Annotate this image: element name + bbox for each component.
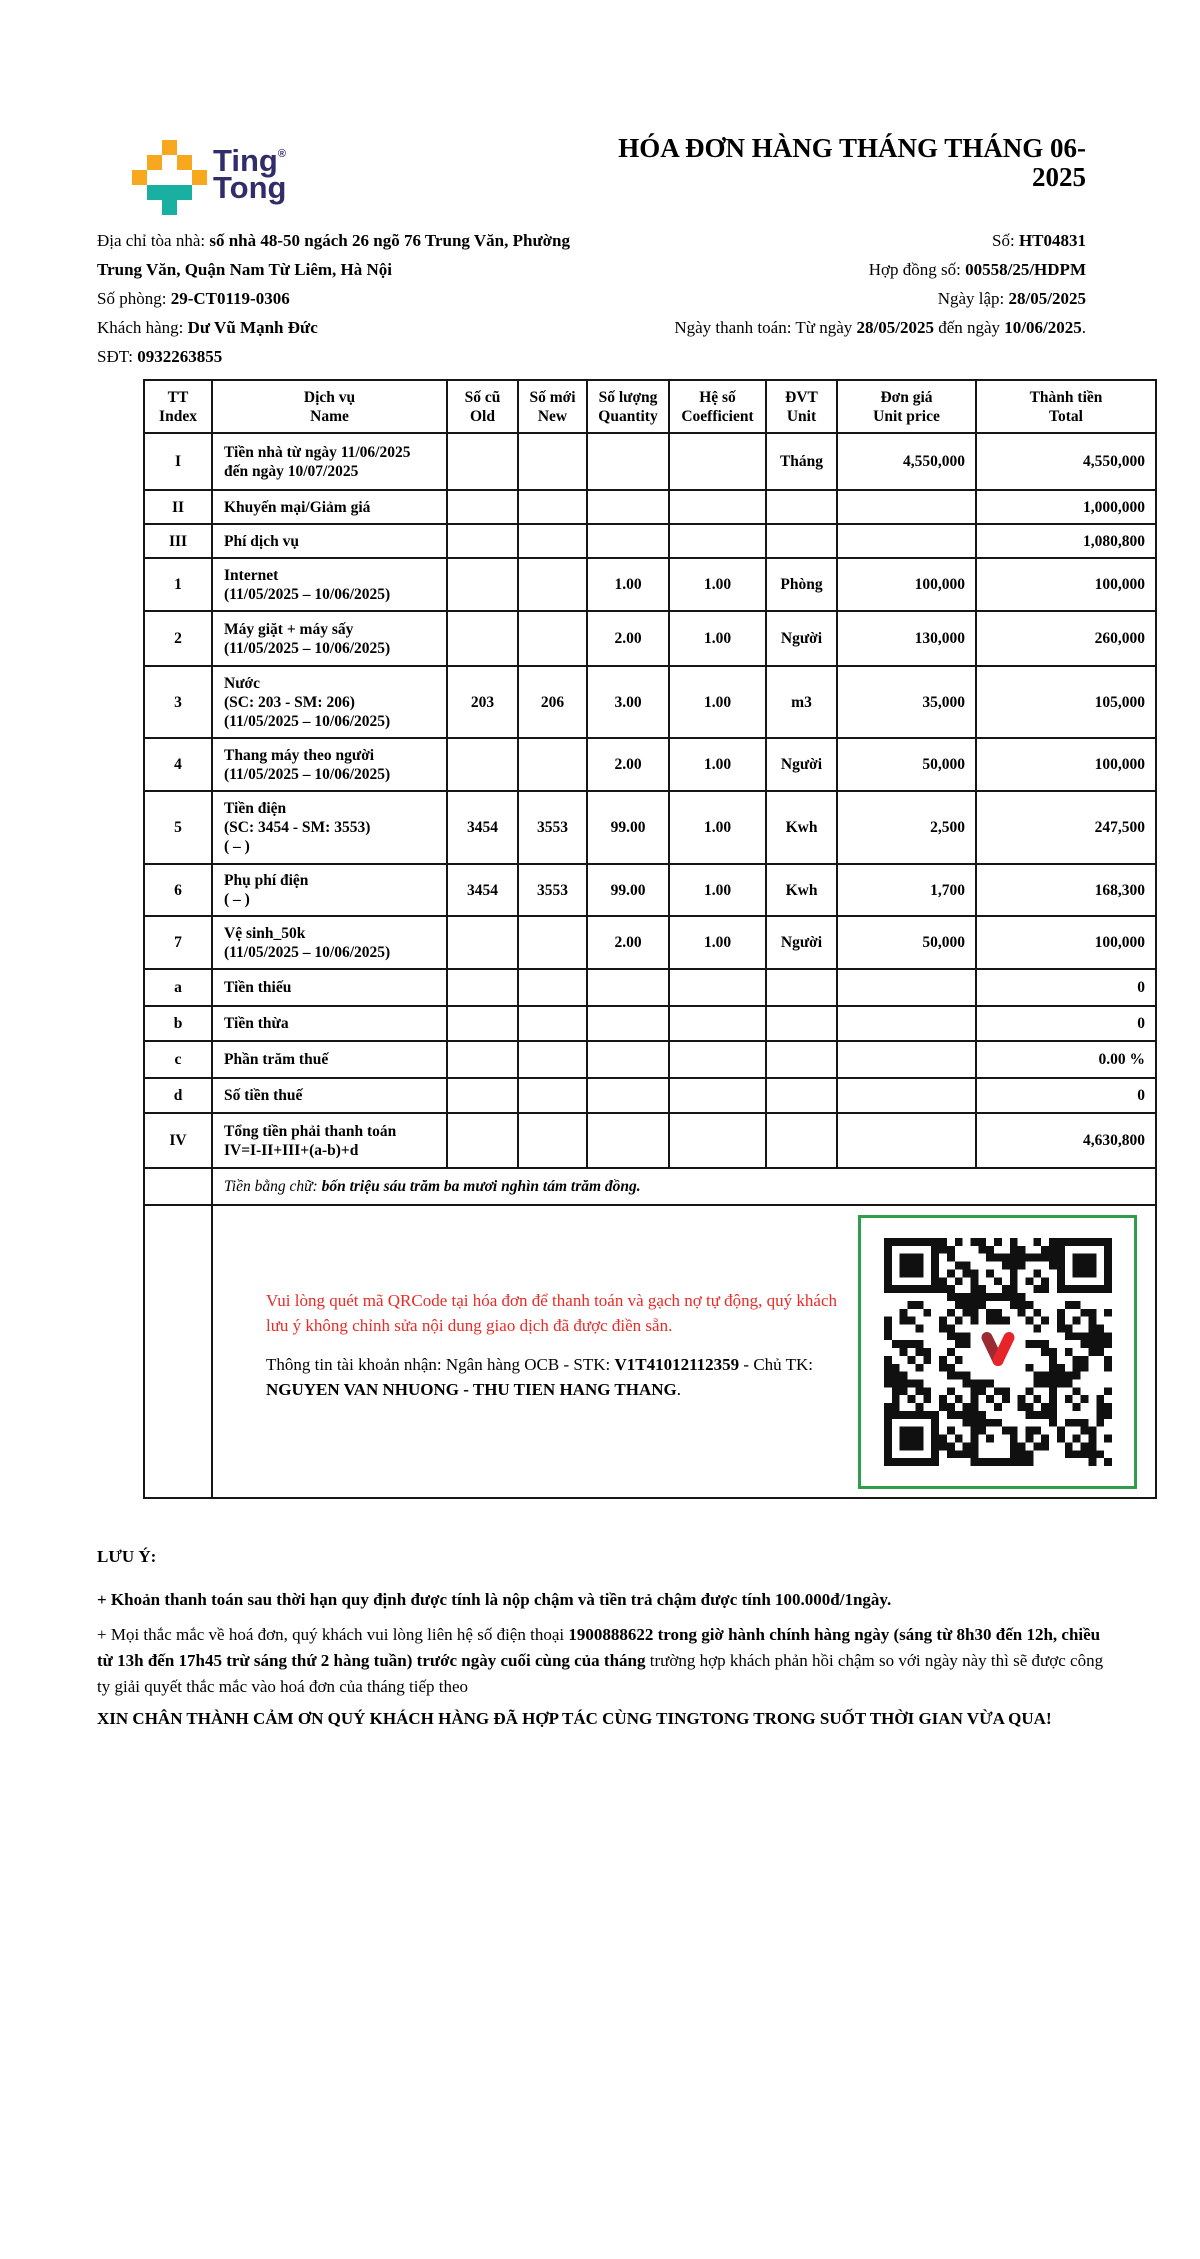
table-row-I (144, 433, 1156, 490)
cell-unit-price (837, 1113, 976, 1168)
col-header-unit-price: Đơn giá Unit price (837, 380, 976, 433)
qr-instruction-text: Vui lòng quét mã QRCode tại hóa đơn để thanh toán và gạch nợ tự động, quý khách lưu ý không chỉnh sửa nội dung giao dịch đã được điền sẵn. (266, 1291, 838, 1335)
cell-old (447, 490, 518, 524)
cell-new (518, 969, 587, 1006)
cell-quantity: 2.00 (587, 611, 669, 666)
cell-new (518, 1078, 587, 1113)
invoice-title-line1: HÓA ĐƠN HÀNG THÁNG THÁNG 06- (618, 133, 1086, 163)
table-row-2 (144, 611, 1156, 666)
cell-unit (766, 1113, 837, 1168)
cell-coefficient (669, 969, 766, 1006)
table-row-5 (144, 791, 1156, 864)
logo-pixel (177, 155, 192, 170)
table-row-4 (144, 738, 1156, 791)
cell-index: 6 (144, 864, 212, 916)
cell-unit: Phòng (766, 558, 837, 611)
cell-index: d (144, 1078, 212, 1113)
cell-total: 105,000 (976, 666, 1156, 738)
customer-name: Khách hàng: Dư Vũ Mạnh Đức (97, 318, 318, 337)
cell-index: 4 (144, 738, 212, 791)
table-row-6 (144, 864, 1156, 916)
cell-total: 168,300 (976, 864, 1156, 916)
cell-new (518, 1006, 587, 1041)
cell-service-name: Số tiền thuế (212, 1078, 447, 1113)
bank-account-info: Thông tin tài khoản nhận: Ngân hàng OCB - STK: V1T41012112359 - Chủ TK: NGUYEN VAN NHUONG - THU TIEN HANG THANG. (266, 1355, 813, 1399)
cell-index: II (144, 490, 212, 524)
cell-old: 3454 (447, 791, 518, 864)
cell-service-name: Tiền nhà từ ngày 11/06/2025 đến ngày 10/07/2025 (212, 433, 447, 490)
cell-service-name: Tiền thiếu (212, 969, 447, 1006)
building-address: Địa chỉ tòa nhà: số nhà 48-50 ngách 26 ngõ 76 Trung Văn, Phường (97, 231, 571, 250)
cell-unit-price: 100,000 (837, 558, 976, 611)
invoice-table (143, 379, 1157, 1499)
cell-unit-price: 35,000 (837, 666, 976, 738)
cell-unit: Người (766, 738, 837, 791)
cell-unit: Kwh (766, 791, 837, 864)
cell-quantity (587, 969, 669, 1006)
col-header-name: Dịch vụ Name (212, 380, 447, 433)
cell-coefficient (669, 524, 766, 558)
cell-new (518, 611, 587, 666)
cell-unit-price (837, 969, 976, 1006)
table-row-b (144, 1006, 1156, 1041)
cell-coefficient: 1.00 (669, 558, 766, 611)
cell-coefficient (669, 1006, 766, 1041)
cell-quantity (587, 490, 669, 524)
cell-unit-price: 1,700 (837, 864, 976, 916)
cell-index: 1 (144, 558, 212, 611)
cell-new (518, 1113, 587, 1168)
cell-index: 5 (144, 791, 212, 864)
cell-coefficient (669, 1113, 766, 1168)
amount-in-words: Tiền bằng chữ: bốn triệu sáu trăm ba mươi nghìn tám trăm đồng. (212, 1168, 1156, 1205)
cell-coefficient: 1.00 (669, 738, 766, 791)
cell-total: 1,000,000 (976, 490, 1156, 524)
cell-new: 3553 (518, 864, 587, 916)
info-row (97, 284, 1086, 313)
cell-quantity: 99.00 (587, 791, 669, 864)
cell-unit: Kwh (766, 864, 837, 916)
col-header-unit: ĐVT Unit (766, 380, 837, 433)
cell-unit-price: 50,000 (837, 738, 976, 791)
cell-new (518, 738, 587, 791)
cell-service-name: Tiền điện (SC: 3454 - SM: 3553) ( – ) (212, 791, 447, 864)
cell-unit-price: 4,550,000 (837, 433, 976, 490)
cell-unit: Tháng (766, 433, 837, 490)
cell-service-name: Máy giặt + máy sấy (11/05/2025 – 10/06/2025) (212, 611, 447, 666)
col-header-new: Số mới New (518, 380, 587, 433)
customer-phone: SĐT: 0932263855 (97, 347, 223, 366)
cell-new: 206 (518, 666, 587, 738)
cell-index: a (144, 969, 212, 1006)
cell-new (518, 524, 587, 558)
cell-unit-price (837, 524, 976, 558)
info-row (97, 226, 1086, 255)
col-header-old: Số cũ Old (447, 380, 518, 433)
cell-new (518, 490, 587, 524)
cell-new (518, 1041, 587, 1078)
invoice-info (97, 226, 1086, 371)
cell-old: 3454 (447, 864, 518, 916)
cell-total: 247,500 (976, 791, 1156, 864)
cell-unit: Người (766, 916, 837, 969)
tingtong-logo-icon (132, 140, 207, 215)
cell-quantity: 3.00 (587, 666, 669, 738)
table-row-a (144, 969, 1156, 1006)
cell-total: 100,000 (976, 916, 1156, 969)
cell-old (447, 433, 518, 490)
table-row-1 (144, 558, 1156, 611)
cell-total: 260,000 (976, 611, 1156, 666)
cell-old (447, 969, 518, 1006)
room-number: Số phòng: 29-CT0119-0306 (97, 289, 290, 308)
tingtong-wordmark (213, 141, 287, 205)
cell-old (447, 738, 518, 791)
contract-number: Hợp đồng số: 00558/25/HDPM (868, 260, 1086, 279)
cell-unit-price (837, 1078, 976, 1113)
cell-total: 4,630,800 (976, 1113, 1156, 1168)
wordmark-ting: Ting (213, 143, 278, 178)
cell-quantity (587, 1078, 669, 1113)
table-row-II (144, 490, 1156, 524)
logo-pixel (162, 140, 177, 155)
cell-unit-price (837, 490, 976, 524)
cell-service-name: Nước (SC: 203 - SM: 206) (11/05/2025 – 10/06/2025) (212, 666, 447, 738)
cell-quantity: 99.00 (587, 864, 669, 916)
logo-pixel (147, 155, 162, 170)
amount-in-words-row (144, 1168, 1156, 1205)
cell-unit (766, 1078, 837, 1113)
cell-index: III (144, 524, 212, 558)
table-row-III (144, 524, 1156, 558)
issue-date: Ngày lập: 28/05/2025 (937, 289, 1086, 308)
cell-coefficient: 1.00 (669, 791, 766, 864)
cell-total: 0 (976, 1006, 1156, 1041)
col-header-total: Thành tiền Total (976, 380, 1156, 433)
cell-old (447, 1006, 518, 1041)
cell-unit-price: 2,500 (837, 791, 976, 864)
cell-index: 3 (144, 666, 212, 738)
logo-pixel (192, 170, 207, 185)
qr-row (144, 1205, 1156, 1498)
cell-old: 203 (447, 666, 518, 738)
table-row-7 (144, 916, 1156, 969)
building-address-line2: Trung Văn, Quận Nam Từ Liêm, Hà Nội (97, 260, 393, 279)
invoice-title-line2: 2025 (1032, 162, 1086, 192)
note-thanks: XIN CHÂN THÀNH CẢM ƠN QUÝ KHÁCH HÀNG ĐÃ HỢP TÁC CÙNG TINGTONG TRONG SUỐT THỜI GIAN VỪA QUA! (97, 1709, 1052, 1728)
info-row (97, 342, 1086, 371)
cell-new (518, 916, 587, 969)
cell-index: b (144, 1006, 212, 1041)
registered-mark: ® (277, 148, 286, 160)
cell-coefficient: 1.00 (669, 611, 766, 666)
cell-old (447, 1041, 518, 1078)
cell-quantity: 2.00 (587, 738, 669, 791)
cell-new (518, 558, 587, 611)
note-contact: + Mọi thắc mắc về hoá đơn, quý khách vui lòng liên hệ số điện thoại 1900888622 trong giờ hành chính hàng ngày (sáng từ 8h30 đến 12h, chiều từ 13h đến 17h45 trừ sáng thứ 2 hàng tuần) trước ngày cuối cùng của tháng trường hợp khách phản hồi chậm so với ngày này thì sẽ được công ty giải quyết thắc mắc vào hoá đơn của tháng tiếp theo (97, 1625, 1104, 1696)
cell-new (518, 433, 587, 490)
logo-pixel (162, 200, 177, 215)
cell-unit: Người (766, 611, 837, 666)
cell-quantity (587, 1006, 669, 1041)
cell-old (447, 1113, 518, 1168)
cell-service-name: Phần trăm thuế (212, 1041, 447, 1078)
footer-notes (97, 1544, 1107, 1732)
note-late-payment: + Khoản thanh toán sau thời hạn quy định được tính là nộp chậm và tiền trả chậm được tính 100.000đ/1ngày. (97, 1590, 892, 1609)
cell-coefficient: 1.00 (669, 864, 766, 916)
cell-total: 0 (976, 969, 1156, 1006)
table-row-d (144, 1078, 1156, 1113)
invoice-number: Số: HT04831 (992, 231, 1086, 250)
cell-quantity (587, 1041, 669, 1078)
cell-service-name: Vệ sinh_50k (11/05/2025 – 10/06/2025) (212, 916, 447, 969)
cell-unit (766, 969, 837, 1006)
wordmark-tong: Tong (213, 170, 287, 205)
cell-index: c (144, 1041, 212, 1078)
cell-total: 4,550,000 (976, 433, 1156, 490)
cell-unit-price: 130,000 (837, 611, 976, 666)
cell-service-name: Thang máy theo người (11/05/2025 – 10/06/2025) (212, 738, 447, 791)
cell-total: 0 (976, 1078, 1156, 1113)
cell-service-name: Khuyến mại/Giảm giá (212, 490, 447, 524)
qr-center-v-logo (972, 1328, 1024, 1377)
cell-coefficient (669, 490, 766, 524)
cell-index: IV (144, 1113, 212, 1168)
cell-unit: m3 (766, 666, 837, 738)
cell-total: 1,080,800 (976, 524, 1156, 558)
cell-old (447, 611, 518, 666)
cell-service-name: Tổng tiền phải thanh toán IV=I-II+III+(a-b)+d (212, 1113, 447, 1168)
payment-qr-code (858, 1215, 1137, 1489)
payment-period: Ngày thanh toán: Từ ngày 28/05/2025 đến ngày 10/06/2025. (674, 318, 1086, 337)
invoice-title (446, 134, 1086, 192)
cell-old (447, 1078, 518, 1113)
info-row (97, 313, 1086, 342)
cell-unit-price: 50,000 (837, 916, 976, 969)
cell-service-name: Phụ phí điện ( – ) (212, 864, 447, 916)
table-header-row (144, 380, 1156, 433)
logo-pixel (147, 185, 192, 200)
cell-new: 3553 (518, 791, 587, 864)
cell-quantity (587, 524, 669, 558)
cell-quantity: 1.00 (587, 558, 669, 611)
invoice-table-body (144, 433, 1156, 1168)
cell-total: 100,000 (976, 558, 1156, 611)
cell-old (447, 558, 518, 611)
cell-unit-price (837, 1006, 976, 1041)
cell-service-name: Internet (11/05/2025 – 10/06/2025) (212, 558, 447, 611)
cell-quantity (587, 433, 669, 490)
note-heading: LƯU Ý: (97, 1547, 157, 1566)
cell-unit (766, 490, 837, 524)
cell-unit (766, 1006, 837, 1041)
qr-instructions (266, 1288, 838, 1402)
cell-coefficient: 1.00 (669, 666, 766, 738)
cell-service-name: Phí dịch vụ (212, 524, 447, 558)
info-row (97, 255, 1086, 284)
cell-coefficient (669, 433, 766, 490)
cell-total: 0.00 % (976, 1041, 1156, 1078)
table-row-IV (144, 1113, 1156, 1168)
cell-service-name: Tiền thừa (212, 1006, 447, 1041)
col-header-quantity: Số lượng Quantity (587, 380, 669, 433)
table-row-c (144, 1041, 1156, 1078)
table-row-3 (144, 666, 1156, 738)
cell-unit-price (837, 1041, 976, 1078)
cell-index: 2 (144, 611, 212, 666)
col-header-coefficient: Hệ số Coefficient (669, 380, 766, 433)
cell-coefficient (669, 1041, 766, 1078)
cell-total: 100,000 (976, 738, 1156, 791)
cell-index: I (144, 433, 212, 490)
cell-unit (766, 524, 837, 558)
cell-coefficient (669, 1078, 766, 1113)
cell-coefficient: 1.00 (669, 916, 766, 969)
cell-unit (766, 1041, 837, 1078)
logo-pixel (132, 170, 147, 185)
cell-index: 7 (144, 916, 212, 969)
cell-quantity (587, 1113, 669, 1168)
col-header-index: TT Index (144, 380, 212, 433)
cell-quantity: 2.00 (587, 916, 669, 969)
cell-old (447, 916, 518, 969)
cell-old (447, 524, 518, 558)
